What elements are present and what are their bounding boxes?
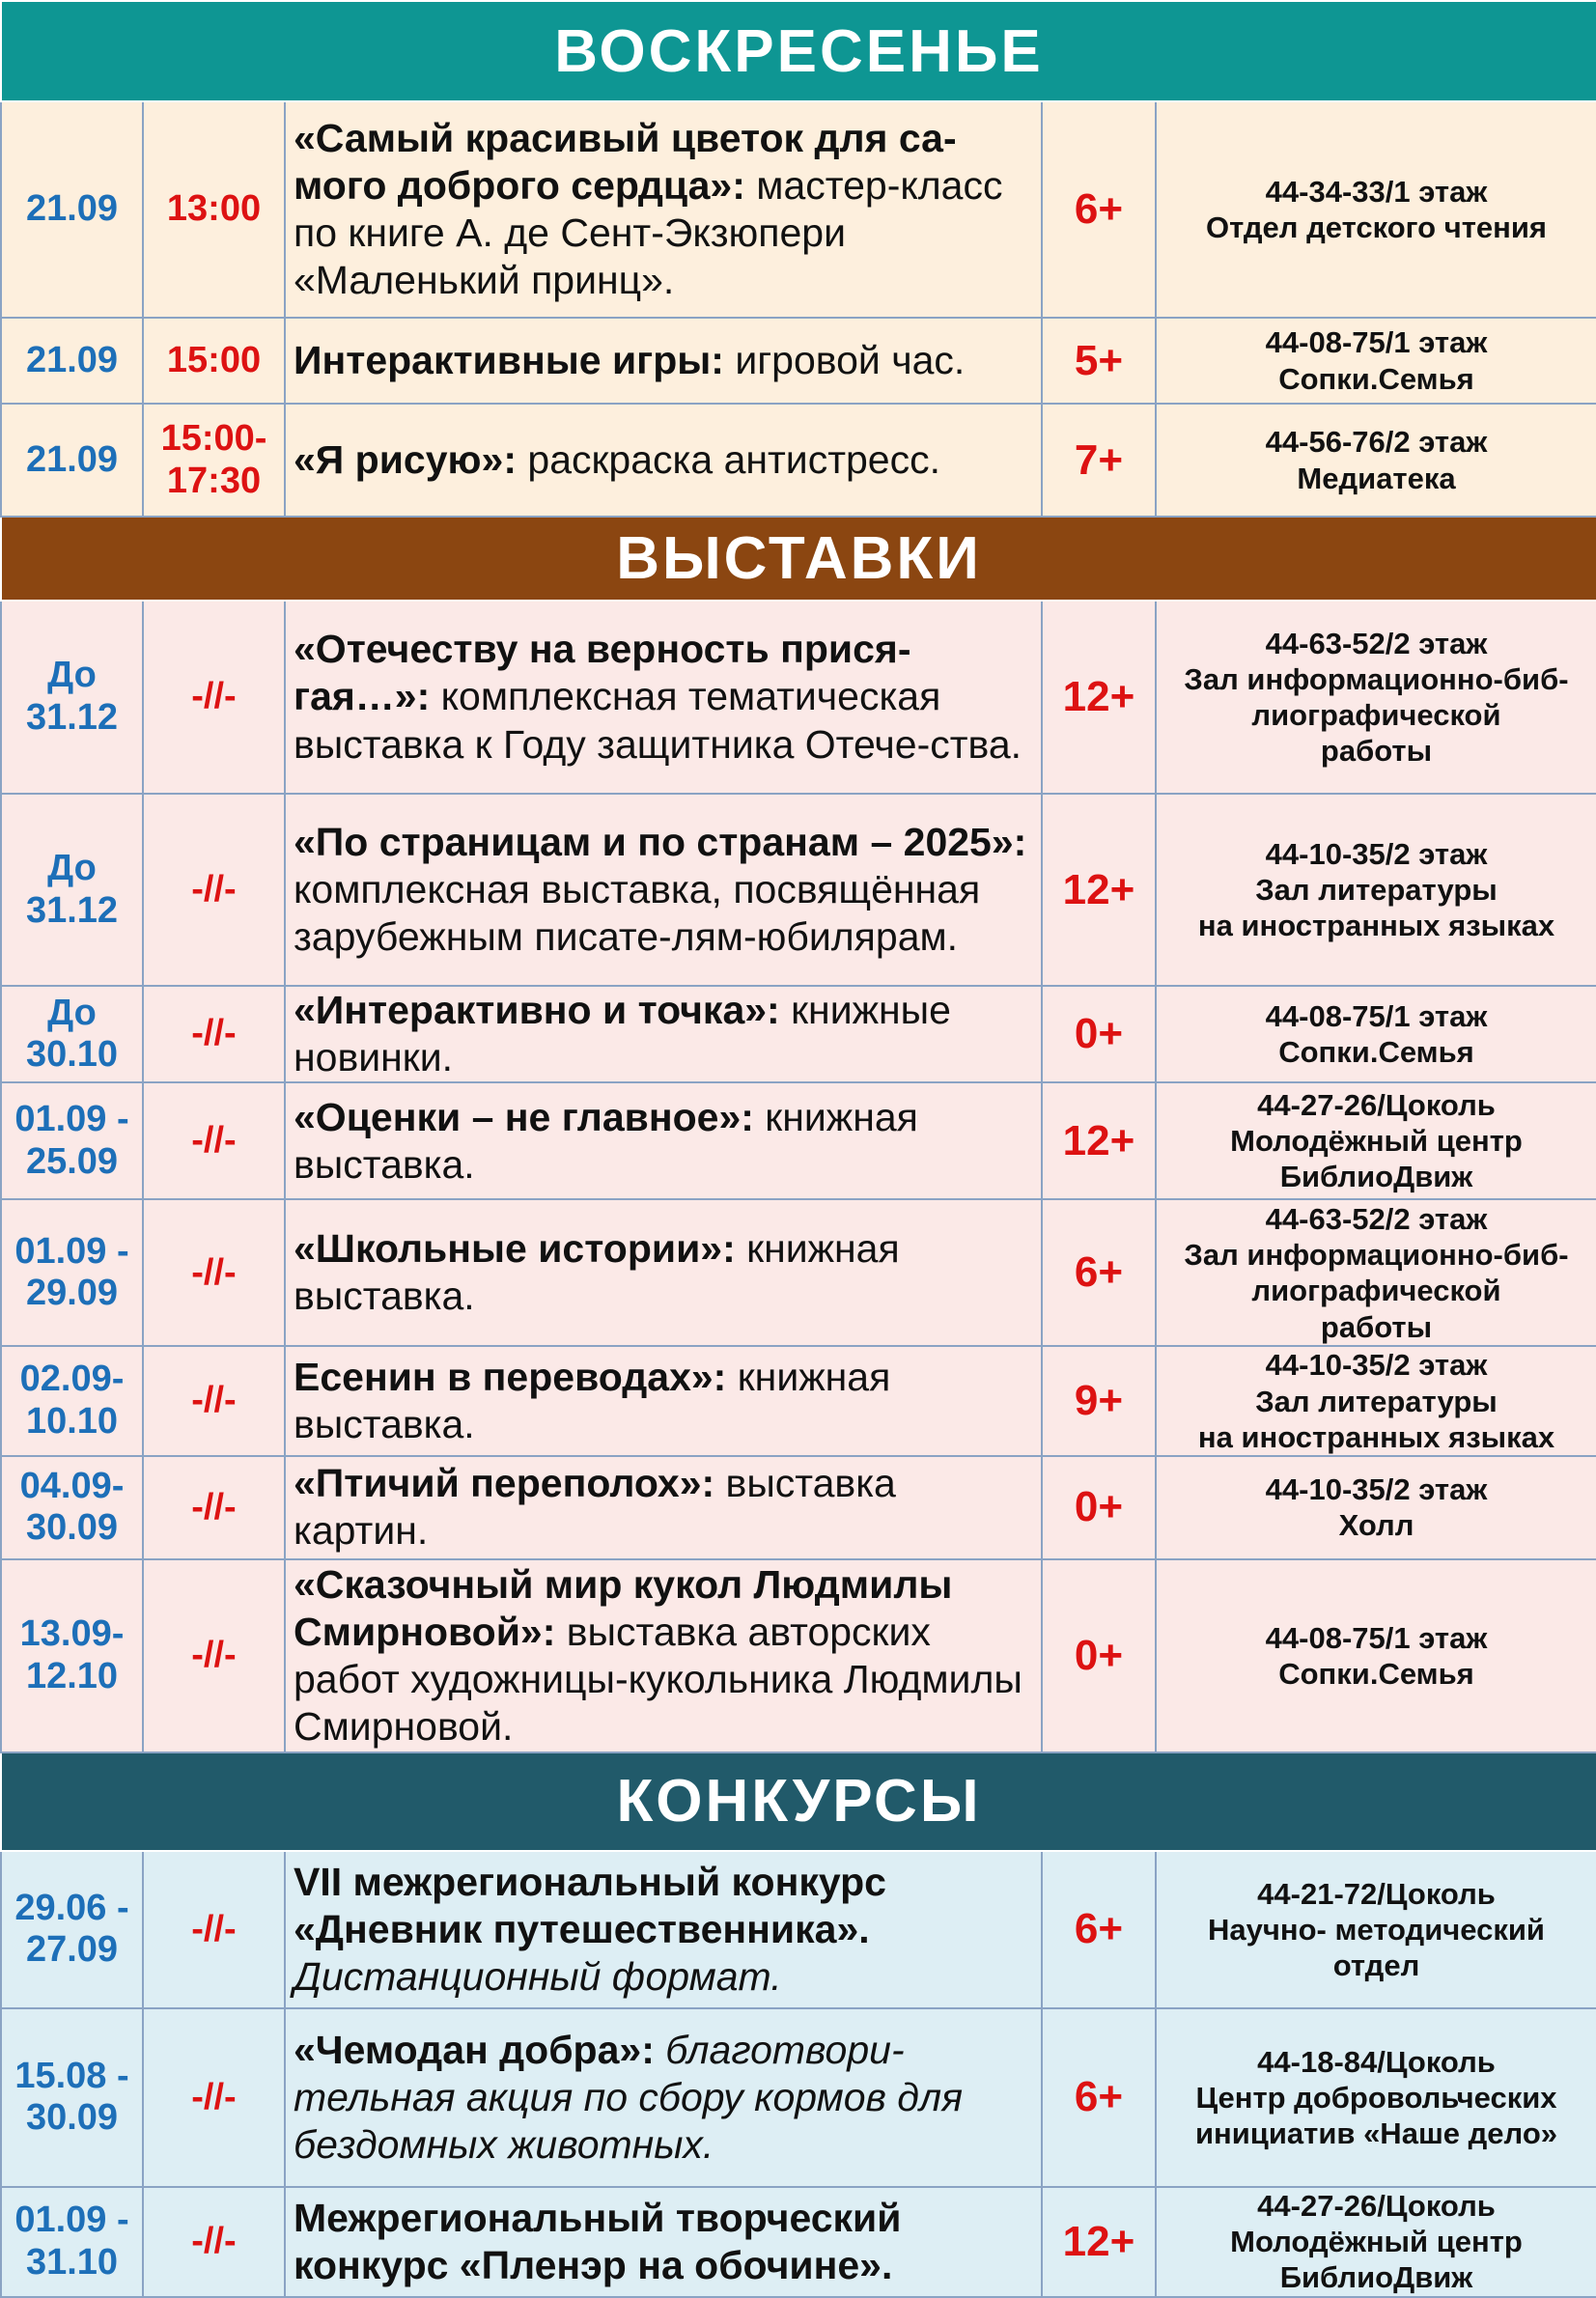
- event-time: 13:00: [143, 101, 285, 318]
- event-time: -//-: [143, 794, 285, 986]
- event-time: -//-: [143, 1456, 285, 1559]
- event-date: До 31.12: [1, 794, 143, 986]
- age-rating: 5+: [1042, 318, 1156, 404]
- age-rating: 7+: [1042, 404, 1156, 517]
- event-title: Интерактивные игры: игровой час.: [285, 318, 1042, 404]
- table-row: [1, 101, 1596, 318]
- event-title: «По страницам и по странам – 2025»: комплексная выставка, посвящённая зарубежным писате-лям-юбилярам.: [285, 794, 1042, 986]
- age-rating: 12+: [1042, 794, 1156, 986]
- section-header-exhibitions: [1, 517, 1596, 601]
- section-title: КОНКУРСЫ: [1, 1752, 1596, 1851]
- event-date: 21.09: [1, 101, 143, 318]
- table-row: [1, 1851, 1596, 2008]
- event-time: -//-: [143, 986, 285, 1082]
- event-location: 44-10-35/2 этаж Зал литературы на иностранных языках: [1156, 1346, 1596, 1456]
- event-time: -//-: [143, 1559, 285, 1752]
- section-title: ВОСКРЕСЕНЬЕ: [1, 1, 1596, 101]
- event-location: 44-63-52/2 этаж Зал информационно-биб- лиографической работы: [1156, 601, 1596, 794]
- age-rating: 0+: [1042, 986, 1156, 1082]
- table-row: [1, 794, 1596, 986]
- age-rating: 9+: [1042, 1346, 1156, 1456]
- table-row: [1, 318, 1596, 404]
- event-title: «Птичий переполох»: выставка картин.: [285, 1456, 1042, 1559]
- event-date: 01.09 - 25.09: [1, 1082, 143, 1199]
- event-title: «Школьные истории»: книжная выставка.: [285, 1199, 1042, 1346]
- event-date: 21.09: [1, 404, 143, 517]
- event-title: «Оценки – не главное»: книжная выставка.: [285, 1082, 1042, 1199]
- event-title: «Сказочный мир кукол Людмилы Смирновой»: выставка авторских работ художницы-кукольника Людмилы Смирновой.: [285, 1559, 1042, 1752]
- table-row: [1, 601, 1596, 794]
- table-row: [1, 404, 1596, 517]
- event-date: 29.06 - 27.09: [1, 1851, 143, 2008]
- table-row: [1, 1082, 1596, 1199]
- event-title: Межрегиональный творческий конкурс «Пленэр на обочине».: [285, 2187, 1042, 2297]
- event-title: «Самый красивый цветок для са-мого доброго сердца»: мастер-класс по книге А. де Сент-Экзюпери «Маленький принц».: [285, 101, 1042, 318]
- event-location: 44-10-35/2 этаж Холл: [1156, 1456, 1596, 1559]
- event-date: 04.09- 30.09: [1, 1456, 143, 1559]
- event-location: 44-21-72/Цоколь Научно- методический отдел: [1156, 1851, 1596, 2008]
- event-location: 44-10-35/2 этаж Зал литературы на иностранных языках: [1156, 794, 1596, 986]
- event-date: 21.09: [1, 318, 143, 404]
- event-date: 01.09 - 29.09: [1, 1199, 143, 1346]
- event-date: 02.09- 10.10: [1, 1346, 143, 1456]
- event-location: 44-63-52/2 этаж Зал информационно-биб- лиографической работы: [1156, 1199, 1596, 1346]
- event-time: -//-: [143, 1346, 285, 1456]
- event-time: 15:00: [143, 318, 285, 404]
- event-location: 44-08-75/1 этаж Сопки.Семья: [1156, 986, 1596, 1082]
- table-row: [1, 1456, 1596, 1559]
- event-title: «Интерактивно и точка»: книжные новинки.: [285, 986, 1042, 1082]
- event-time: -//-: [143, 1082, 285, 1199]
- event-time: -//-: [143, 1851, 285, 2008]
- event-time: -//-: [143, 2008, 285, 2187]
- event-date: 01.09 - 31.10: [1, 2187, 143, 2297]
- event-title: «Чемодан добра»: благотвори-тельная акция по сбору кормов для бездомных животных.: [285, 2008, 1042, 2187]
- event-title: VII межрегиональный конкурс «Дневник путешественника». Дистанционный формат.: [285, 1851, 1042, 2008]
- section-header-sunday: [1, 1, 1596, 101]
- age-rating: 6+: [1042, 101, 1156, 318]
- section-header-contests: [1, 1752, 1596, 1851]
- table-row: [1, 2008, 1596, 2187]
- table-row: [1, 2187, 1596, 2297]
- event-time: -//-: [143, 601, 285, 794]
- event-title: «Отечеству на верность прися-гая…»: комплексная тематическая выставка к Году защитника Отече-ства.: [285, 601, 1042, 794]
- table-row: [1, 1346, 1596, 1456]
- event-location: 44-27-26/Цоколь Молодёжный центр БиблиоДвиж: [1156, 2187, 1596, 2297]
- section-title: ВЫСТАВКИ: [1, 517, 1596, 601]
- event-location: 44-08-75/1 этаж Сопки.Семья: [1156, 318, 1596, 404]
- event-location: 44-56-76/2 этаж Медиатека: [1156, 404, 1596, 517]
- event-date: 13.09- 12.10: [1, 1559, 143, 1752]
- age-rating: 0+: [1042, 1456, 1156, 1559]
- event-date: До 31.12: [1, 601, 143, 794]
- age-rating: 12+: [1042, 2187, 1156, 2297]
- event-date: 15.08 - 30.09: [1, 2008, 143, 2187]
- age-rating: 6+: [1042, 2008, 1156, 2187]
- age-rating: 6+: [1042, 1851, 1156, 2008]
- event-time: -//-: [143, 1199, 285, 1346]
- age-rating: 0+: [1042, 1559, 1156, 1752]
- age-rating: 6+: [1042, 1199, 1156, 1346]
- event-title: Есенин в переводах»: книжная выставка.: [285, 1346, 1042, 1456]
- event-time: -//-: [143, 2187, 285, 2297]
- table-row: [1, 1199, 1596, 1346]
- table-row: [1, 986, 1596, 1082]
- event-date: До 30.10: [1, 986, 143, 1082]
- age-rating: 12+: [1042, 601, 1156, 794]
- event-location: 44-08-75/1 этаж Сопки.Семья: [1156, 1559, 1596, 1752]
- event-title: «Я рисую»: раскраска антистресс.: [285, 404, 1042, 517]
- event-location: 44-27-26/Цоколь Молодёжный центр БиблиоДвиж: [1156, 1082, 1596, 1199]
- event-time: 15:00- 17:30: [143, 404, 285, 517]
- table-row: [1, 1559, 1596, 1752]
- age-rating: 12+: [1042, 1082, 1156, 1199]
- event-location: 44-18-84/Цоколь Центр добровольческих инициатив «Наше дело»: [1156, 2008, 1596, 2187]
- event-location: 44-34-33/1 этаж Отдел детского чтения: [1156, 101, 1596, 318]
